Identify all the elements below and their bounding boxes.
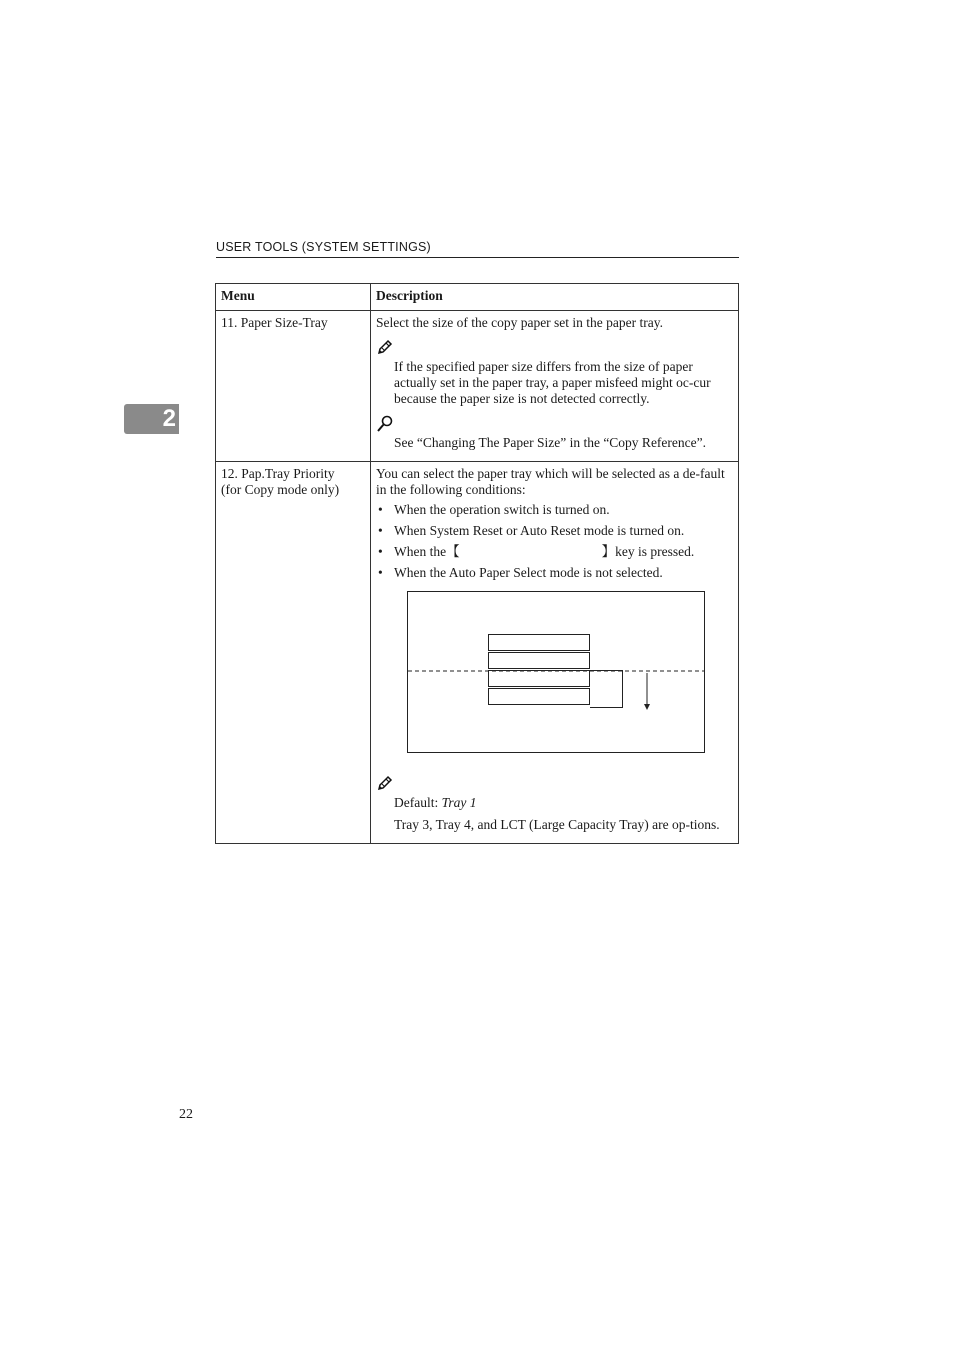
description-cell [371,311,739,462]
default-note [376,795,733,811]
list-item: • When the Auto Paper Select mode is not selected. [376,565,733,581]
list-item: • When the operation switch is turned on. [376,502,733,518]
pencil-note-icon [376,339,733,359]
default-value: Tray 1 [441,795,477,810]
key-bracket-open: 【 [446,544,460,559]
chapter-tab: 2 [124,404,179,434]
menu-sublabel: (for Copy mode only) [221,482,340,497]
key-bullet-prefix: When the [394,544,447,559]
menu-label: 12. Pap.Tray Priority [221,466,335,481]
key-bracket-close: 】 [601,544,616,559]
default-label: Default: [394,795,439,810]
tray-priority-diagram [407,591,705,753]
magnifier-reference-icon [376,415,733,435]
table-header-row [216,284,739,311]
condition-list [376,502,733,581]
running-header: USER TOOLS (SYSTEM SETTINGS) [216,240,739,258]
diagram-lines [408,592,704,752]
page-number: 22 [179,1107,193,1122]
reference-text: See “Changing The Paper Size” in the “Copy Reference”. [394,435,707,450]
menu-cell: 11. Paper Size-Tray [216,311,371,462]
description-intro: You can select the paper tray which will be selected as a de-fault in the following conditions: [376,466,725,497]
description-cell [371,462,739,844]
note-text: If the specified paper size differs from the size of paper actually set in the paper tray, a paper misfeed might oc-cur because the paper size is not detected correctly. [394,359,711,406]
settings-table [215,283,739,844]
column-header-description: Description [371,284,739,311]
list-item: • When System Reset or Auto Reset mode is turned on. [376,523,733,539]
column-header-menu: Menu [216,284,371,311]
description-intro: Select the size of the copy paper set in the paper tray. [376,315,664,330]
menu-cell [216,462,371,844]
key-bullet-suffix: key is pressed. [615,544,695,559]
list-item [376,544,733,560]
pencil-note-icon [376,775,733,795]
table-row [216,311,739,462]
options-note: Tray 3, Tray 4, and LCT (Large Capacity Tray) are op-tions. [394,817,720,832]
table-row [216,462,739,844]
